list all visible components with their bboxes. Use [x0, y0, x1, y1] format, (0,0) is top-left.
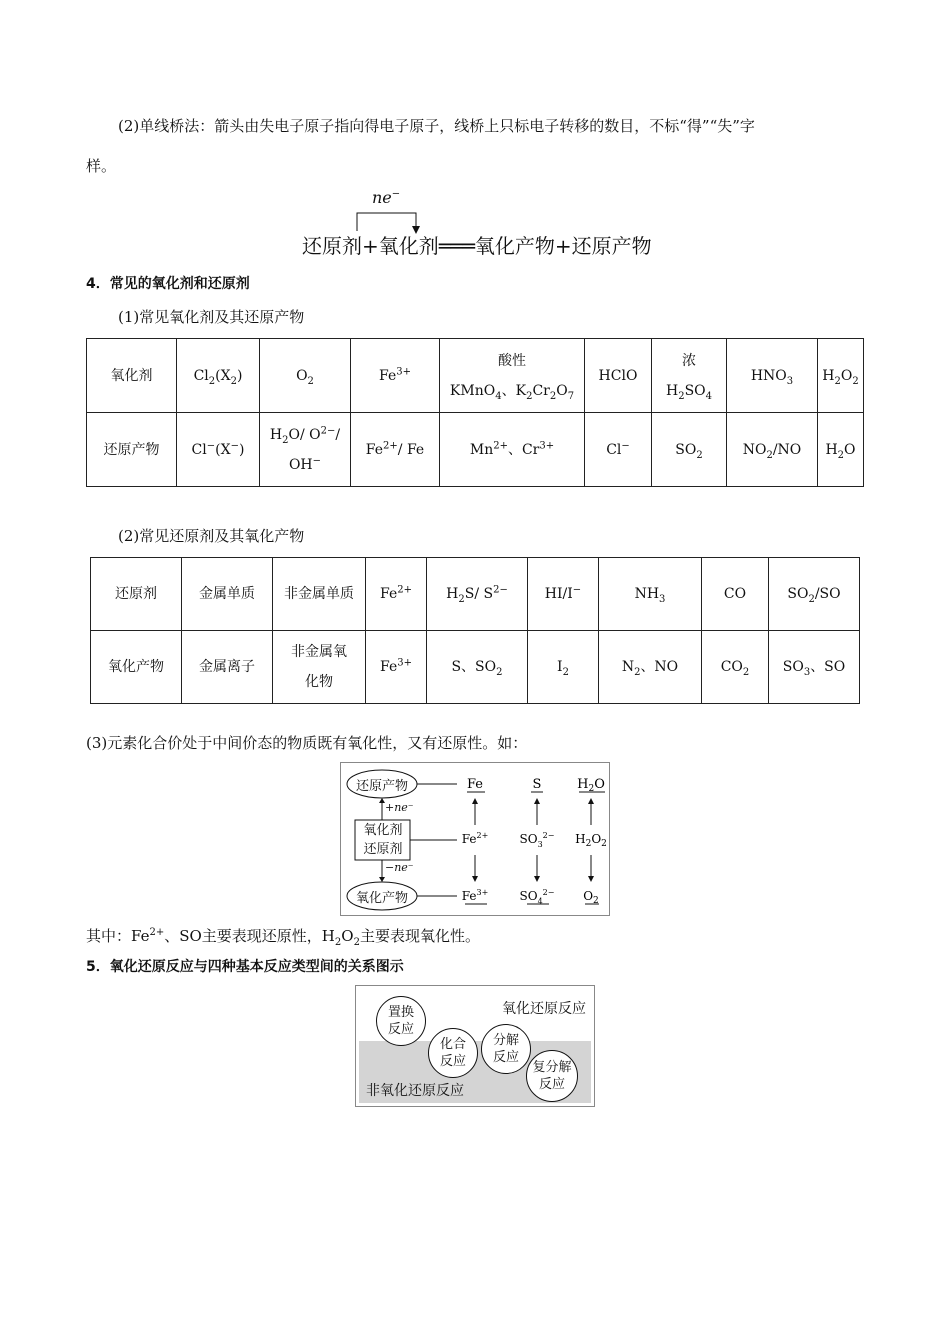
svg-text:O2: $O_2$ [583, 889, 599, 906]
table-cell: HI/I− [528, 558, 599, 631]
table-cell: $H_2O/$ $O^{2-}/$ OH− [260, 413, 351, 487]
svg-text:Fe2+: $Fe^{2+}$ [461, 831, 489, 846]
table-cell: $I_2$ [528, 631, 599, 704]
table-cell: $Fe^{2+}$ [366, 558, 427, 631]
table-cell: $H_2O$ [818, 413, 864, 487]
reductant-table [90, 557, 860, 704]
table-cell: 金属离子 [182, 631, 273, 704]
table-cell: 非金属单质 [273, 558, 366, 631]
table-cell: $O_2$ [260, 339, 351, 413]
svg-text:SO42−: $SO_4^{2-}$ [519, 888, 555, 906]
oxidant-table [86, 338, 864, 487]
table-cell: $NH_3$ [599, 558, 702, 631]
nonredox-label: 非氧化还原反应 [366, 1083, 464, 1099]
valence-diagram [340, 762, 610, 916]
oxidation-product-label: 氧化产物 [355, 891, 408, 906]
table-cell: $NO_2/NO$ [727, 413, 818, 487]
electron-count-label: ne− [372, 188, 401, 207]
table-cell: $Fe^{3+}$ [366, 631, 427, 704]
table-cell: $H_2S/$ $S^{2-}$ [427, 558, 528, 631]
table-cell: CO [702, 558, 769, 631]
section4-heading: 4．常见的氧化剂和还原剂 [86, 276, 250, 292]
table-cell: $HNO_3$ [727, 339, 818, 413]
bridge-equation: 还原剂+氧化剂═══氧化产物+还原产物 [302, 234, 652, 258]
table-cell: 非金属氧化物 [273, 631, 366, 704]
table-row-header: 还原产物 [87, 413, 177, 487]
table-cell: Cl−(X−) [177, 413, 260, 487]
reaction-type-diagram [355, 985, 595, 1107]
reductant-table-caption: (2)常见还原剂及其氧化产物 [118, 527, 305, 545]
reduction-product-label: 还原产物 [355, 779, 408, 794]
table-cell: HClO [585, 339, 652, 413]
table-cell: $SO_2$ [652, 413, 727, 487]
redox-label: 氧化还原反应 [502, 1001, 586, 1017]
svg-text:H2O: $H_2O$ [577, 777, 605, 794]
table-row-header: 还原剂 [91, 558, 182, 631]
bridge-method-text-line2: 样。 [86, 157, 117, 175]
table-cell: $Cl_2(X_2)$ [177, 339, 260, 413]
table-cell: 浓 $H_2SO_4$ [652, 339, 727, 413]
bridge-method-text-line1: (2)单线桥法：箭头由失电子原子指向得电子原子，线桥上只标电子转移的数目，不标“得”“失”字 [118, 117, 755, 135]
table-cell: 酸性 KMnO$_4$、$K_2Cr_2O_7$ [440, 339, 585, 413]
svg-text:Fe3+: $Fe^{3+}$ [461, 888, 489, 903]
svg-text:SO32−: $SO_3^{2-}$ [519, 831, 555, 849]
double-decomposition-circle: 复分解 反应 [526, 1050, 578, 1102]
table-cell: $Fe^{3+}$ [351, 339, 440, 413]
section5-heading: 5．氧化还原反应与四种基本反应类型间的关系图示 [86, 959, 404, 975]
oxidant-label: 氧化剂 [363, 823, 403, 838]
table-row-header: 氧化剂 [87, 339, 177, 413]
table-cell: $Fe^{2+}/$ Fe [351, 413, 440, 487]
table-cell: $H_2O_2$ [818, 339, 864, 413]
table-cell: $SO_2/SO$ [769, 558, 860, 631]
note-text: 其中：$Fe^{2+}$、SO主要表现还原性，$H_2O_2$主要表现氧化性。 [86, 927, 480, 948]
reductant-label: 还原剂 [363, 842, 403, 857]
svg-text:Fe: Fe [466, 777, 484, 792]
displacement-circle: 置换 反应 [376, 996, 426, 1046]
svg-text:H2O2: $H_2O_2$ [575, 832, 607, 849]
table-cell: 金属单质 [182, 558, 273, 631]
table-row-header: 氧化产物 [91, 631, 182, 704]
gain-electron-label: +ne⁻ [385, 801, 414, 814]
table-cell: $N_2$、NO [599, 631, 702, 704]
table-cell: $SO_3$、SO [769, 631, 860, 704]
combination-circle: 化合 反应 [428, 1028, 478, 1078]
single-bridge-diagram [300, 186, 700, 262]
decomposition-circle: 分解 反应 [481, 1024, 531, 1074]
table-cell: $CO_2$ [702, 631, 769, 704]
table-cell: Cl− [585, 413, 652, 487]
lose-electron-label: −ne⁻ [385, 861, 414, 874]
intermediate-valence-text: (3)元素化合价处于中间价态的物质既有氧化性，又有还原性。如： [86, 734, 528, 752]
table-cell: S、$SO_2$ [427, 631, 528, 704]
svg-text:S: S [532, 777, 542, 792]
table-cell: $Mn^{2+}$、$Cr^{3+}$ [440, 413, 585, 487]
oxidant-table-caption: (1)常见氧化剂及其还原产物 [118, 308, 305, 326]
